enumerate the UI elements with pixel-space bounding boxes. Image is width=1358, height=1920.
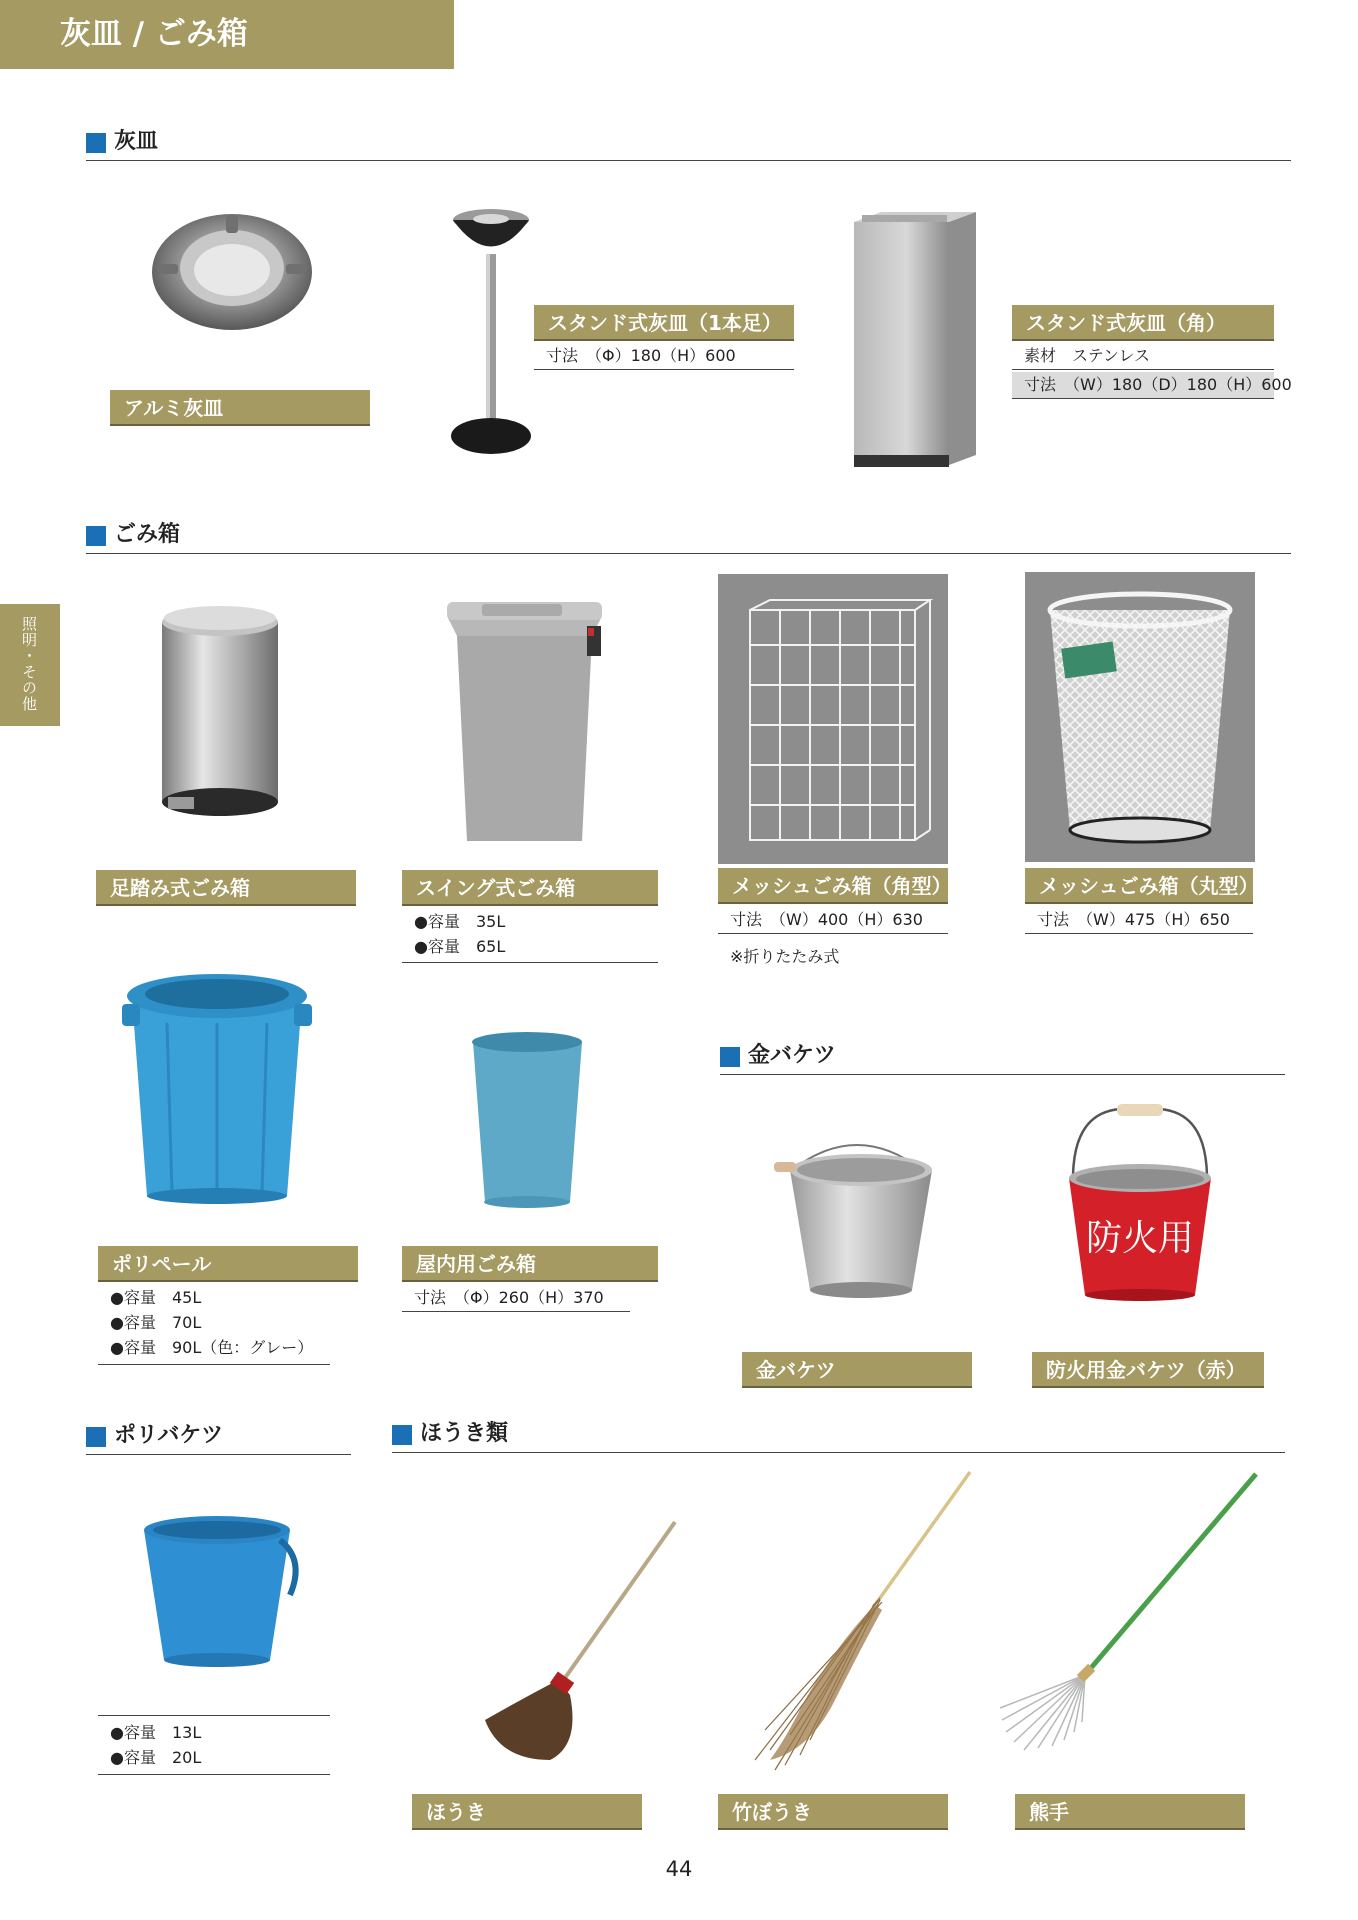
section-heading-poly-bucket — [86, 1420, 351, 1455]
side-tab[interactable] — [0, 604, 60, 726]
bamboo-broom-image — [750, 1470, 975, 1770]
section-square-icon — [86, 1427, 106, 1447]
section-square-icon — [86, 526, 106, 546]
spec-line: ●容量 20L — [110, 1748, 202, 1767]
section-heading-bucket — [720, 1040, 1285, 1075]
spec-line: 素材 ステンレス — [1012, 343, 1274, 370]
spec-line: ●容量 65L — [414, 937, 506, 956]
product-label-rake: 熊手 — [1015, 1794, 1245, 1830]
product-label-bamboo-broom: 竹ぼうき — [718, 1794, 948, 1830]
section-square-icon — [392, 1425, 412, 1445]
product-label-pedal-bin: 足踏み式ごみ箱 — [96, 870, 356, 906]
spec-line: 寸法 （W）180（D）180（H）600 — [1012, 372, 1274, 399]
houki-image — [480, 1520, 680, 1765]
spec-line: ●容量 90L（色：グレー） — [110, 1338, 314, 1357]
mesh-round-image — [1045, 590, 1235, 855]
fire-bucket-print: 防火用 — [1085, 1218, 1195, 1259]
spec-line: 寸法 （W）400（H）630 — [718, 907, 948, 934]
product-label-swing-bin: スイング式ごみ箱 — [402, 870, 658, 906]
poly-pail-image — [122, 968, 312, 1203]
section-heading-broom — [392, 1418, 1285, 1453]
spec-line: 寸法 （Φ）180（H）600 — [534, 343, 794, 370]
spec-line: ●容量 13L — [110, 1723, 202, 1742]
fire-bucket-image — [1065, 1100, 1215, 1300]
page-title: 灰皿 / ごみ箱 — [0, 0, 454, 69]
product-label-mesh-square: メッシュごみ箱（角型） — [718, 868, 948, 904]
section-title: ごみ箱 — [114, 522, 181, 547]
stand-ashtray-pole-image — [448, 198, 538, 458]
product-label-houki: ほうき — [412, 1794, 642, 1830]
spec-line: 寸法 （W）475（H）650 — [1025, 907, 1253, 934]
product-label-aluminum-ashtray: アルミ灰皿 — [110, 390, 370, 426]
section-title: 灰皿 — [114, 129, 159, 154]
product-label-stand-ashtray-square: スタンド式灰皿（角） — [1012, 305, 1274, 341]
pedal-bin-image — [156, 602, 286, 822]
divider — [98, 1774, 330, 1775]
divider — [98, 1364, 330, 1365]
product-label-mesh-round: メッシュごみ箱（丸型） — [1025, 868, 1253, 904]
page-number: 44 — [665, 1857, 693, 1881]
spec-line: ●容量 35L — [414, 912, 506, 931]
section-title: ポリバケツ — [114, 1423, 224, 1448]
section-title: 金バケツ — [748, 1043, 836, 1068]
section-heading-trash — [86, 519, 1291, 554]
product-label-stand-ashtray-pole: スタンド式灰皿（1本足） — [534, 305, 794, 341]
note-foldable: ※折りたたみ式 — [730, 947, 840, 966]
rake-image — [1000, 1470, 1260, 1750]
divider — [98, 1715, 330, 1716]
spec-line: ●容量 45L — [110, 1288, 202, 1307]
aluminum-ashtray-image — [150, 210, 315, 335]
section-title: ほうき類 — [420, 1421, 509, 1446]
product-label-poly-pail: ポリペール — [98, 1246, 358, 1282]
divider — [402, 962, 658, 963]
poly-bucket-image — [140, 1510, 300, 1670]
product-label-fire-bucket: 防火用金バケツ（赤） — [1032, 1352, 1264, 1388]
stand-ashtray-square-image — [854, 212, 979, 477]
section-heading-ashtray — [86, 126, 1291, 161]
mesh-square-image — [740, 600, 930, 850]
spec-line: 寸法 （Φ）260（H）370 — [402, 1285, 630, 1312]
section-square-icon — [86, 133, 106, 153]
metal-bucket-image — [772, 1140, 942, 1300]
section-square-icon — [720, 1047, 740, 1067]
swing-bin-image — [442, 596, 607, 846]
indoor-bin-image — [470, 1030, 585, 1210]
product-label-metal-bucket: 金バケツ — [742, 1352, 972, 1388]
side-tab-label: 照明・その他 — [20, 616, 38, 712]
product-label-indoor-bin: 屋内用ごみ箱 — [402, 1246, 658, 1282]
spec-line: ●容量 70L — [110, 1313, 202, 1332]
